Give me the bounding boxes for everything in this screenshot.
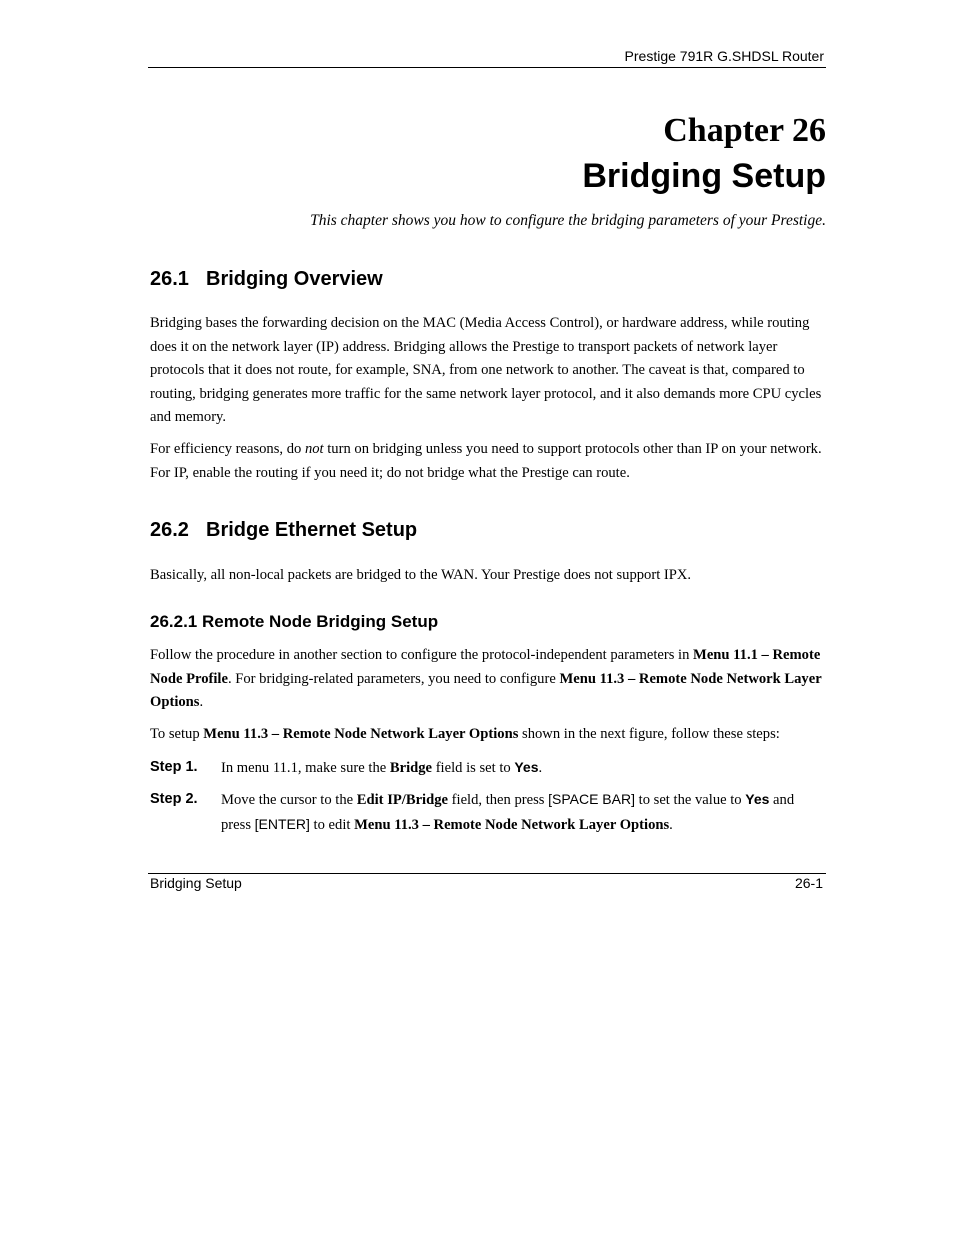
header-rule bbox=[148, 67, 826, 68]
value-yes: Yes bbox=[745, 791, 770, 807]
footer-chapter-name: Bridging Setup bbox=[150, 875, 242, 891]
step-text: In menu 11.1, make sure the Bridge field is set to Yes. bbox=[221, 759, 543, 776]
section-number: 26.1 bbox=[150, 268, 189, 290]
running-header: Prestige 791R G.SHDSL Router bbox=[624, 48, 824, 64]
field-edit-ip-bridge: Edit IP/Bridge bbox=[356, 792, 448, 808]
section-heading-bridging-overview bbox=[150, 268, 383, 291]
section-title: Bridge Ethernet Setup bbox=[206, 519, 418, 541]
chapter-number: Chapter 26 bbox=[663, 112, 826, 149]
key-space-bar: [SPACE BAR] bbox=[548, 791, 635, 807]
menu-ref-11-3: Menu 11.3 – Remote Node Network Layer Options bbox=[203, 726, 519, 742]
key-enter: [ENTER] bbox=[254, 815, 310, 832]
chapter-intro: This chapter shows you how to configure the bridging parameters of your Prestige. bbox=[310, 212, 826, 229]
footer-rule bbox=[148, 873, 826, 874]
step-label: Step 2. bbox=[150, 791, 198, 807]
section-number: 26.2 bbox=[150, 519, 189, 541]
paragraph-bridging-overview: Bridging bases the forwarding decision on the MAC (Media Access Control), or hardware address, while routing does it on the network layer (IP) address. Bridging allows the Prestige to transport packets of network layer protocols that it does not route, for example, SNA, from one network to another. The caveat is that, compared to routing, bridging generates more traffic for the same network layer protocol, and it also demands more CPU cycles and memory. bbox=[150, 315, 822, 425]
paragraph-efficiency: For efficiency reasons, do not turn on bridging unless you need to support protocols other than IP on your network. For IP, enable the routing if you need it; do not bridge what the Prestige can route. bbox=[150, 441, 822, 481]
paragraph-follow-procedure: Follow the procedure in another section to configure the protocol-independent parameters in Menu 11.1 – Remote Node Profile. For bridging-related parameters, you need to configure Menu 11.3 – Remote Node Network Layer Options. bbox=[150, 647, 822, 710]
emphasis-not: not bbox=[304, 441, 324, 457]
page-number: 26-1 bbox=[794, 875, 823, 891]
menu-ref-11-3: Menu 11.3 – Remote Node Network Layer Options bbox=[354, 816, 670, 833]
step-label: Step 1. bbox=[150, 759, 198, 775]
subsection-heading-remote-node-bridging: 26.2.1 Remote Node Bridging Setup bbox=[150, 612, 439, 631]
menu-ref-11-3: Menu 11.3 – Remote Node Network Layer Options bbox=[150, 670, 822, 710]
menu-ref-11-1: Menu 11.1 – Remote Node Profile bbox=[150, 647, 821, 687]
paragraph-non-local-packets: Basically, all non-local packets are bridged to the WAN. Your Prestige does not support IPX. bbox=[150, 567, 692, 583]
step-text: Move the cursor to the Edit IP/Bridge field, then press [SPACE BAR] to set the value to Yes and press [ENTER] to edit Menu 11.3 – Remote Node Network Layer Options. bbox=[221, 791, 795, 833]
section-title: Bridging Overview bbox=[206, 268, 383, 290]
value-yes: Yes bbox=[514, 759, 539, 775]
chapter-title: Bridging Setup bbox=[582, 157, 826, 195]
field-bridge: Bridge bbox=[389, 760, 433, 776]
section-heading-bridge-ethernet-setup bbox=[150, 519, 417, 542]
paragraph-to-setup: To setup Menu 11.3 – Remote Node Network Layer Options shown in the next figure, follow these steps: bbox=[150, 726, 780, 742]
